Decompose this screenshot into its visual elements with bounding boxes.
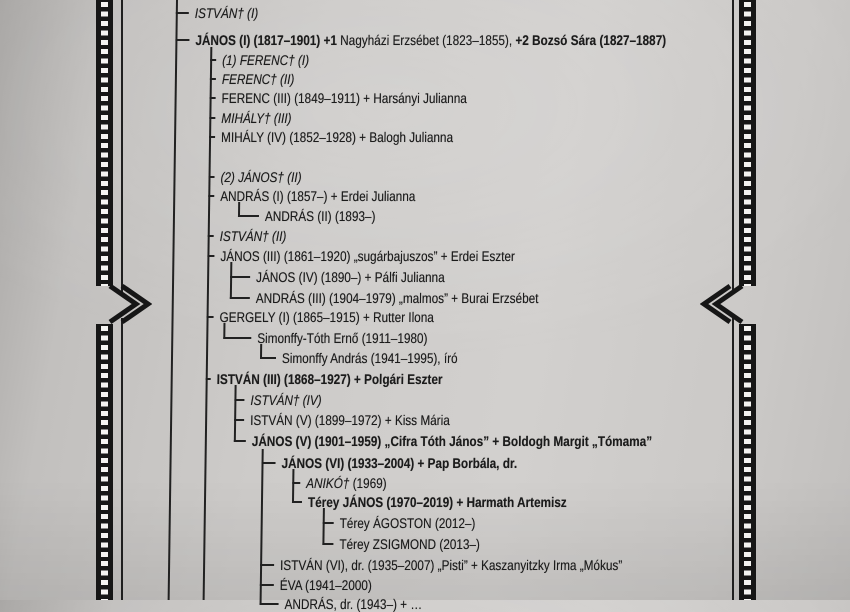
row-istvan-i — [195, 6, 259, 20]
row-simonffy-andras — [282, 351, 458, 365]
person-text: Nagyházi Erzsébet (1823–1855), — [340, 32, 516, 48]
connector-line — [322, 543, 333, 545]
person-text: +2 Bozsó Sára (1827–1887) — [515, 32, 667, 48]
connector-line — [223, 337, 251, 339]
row-terey-zsigmond — [339, 537, 480, 551]
person-text: (1) FERENC† (I) — [222, 52, 310, 68]
connector-line — [292, 482, 300, 484]
connector-line — [210, 97, 216, 99]
connector-line — [209, 117, 215, 119]
connector-line — [210, 78, 216, 80]
row-andras-ii — [265, 209, 376, 223]
row-janos-iv — [256, 270, 445, 284]
trunk-line — [168, 0, 178, 600]
person-text: JÁNOS (IV) (1890–) + Pálfi Julianna — [256, 269, 445, 285]
connector-line — [260, 603, 279, 605]
row-janos-iii — [220, 249, 515, 263]
person-text: JÁNOS (V) (1901–1959) „Cifra Tóth János” + Boldogh Margit „Tómama” — [251, 433, 653, 449]
row-istvan-ii — [220, 229, 287, 243]
row-aniko — [306, 476, 387, 490]
row-janos-i — [195, 33, 666, 47]
connector-line — [260, 564, 274, 566]
person-text: Simonffy-Tóth Ernő (1911–1980) — [257, 330, 428, 346]
person-text: FERENC (III) (1849–1911) + Harsányi Julianna — [221, 90, 467, 106]
person-text: (1969) — [349, 475, 387, 491]
person-text: JÁNOS (III) (1861–1920) „sugárbajuszos” + Erdei Eszter — [220, 248, 515, 264]
row-ferenc-ii — [222, 72, 295, 86]
row-terey-agoston — [340, 516, 476, 530]
connector-line — [262, 462, 276, 464]
janos-i-children-line — [203, 47, 213, 600]
person-text: MIHÁLY (IV) (1852–1928) + Balogh Julianna — [220, 129, 454, 145]
person-text: ISTVÁN† (II) — [219, 228, 287, 244]
row-janos-vi — [281, 456, 517, 470]
row-istvan-iii — [217, 372, 443, 386]
connector-line — [323, 522, 334, 524]
terey-janos-children-line — [322, 508, 325, 545]
person-text: ISTVÁN† (IV) — [250, 392, 322, 408]
row-ferenc-iii — [222, 91, 467, 105]
person-text: Térey ÁGOSTON (2012–) — [339, 515, 476, 531]
connector-line — [260, 584, 274, 586]
person-text: ANIKÓ† — [306, 475, 350, 491]
connector-line — [208, 235, 214, 237]
person-text: JÁNOS (VI) (1933–2004) + Pap Borbála, dr. — [281, 455, 518, 471]
row-terey-janos — [308, 495, 567, 509]
row-eva — [280, 578, 372, 592]
person-text: MIHÁLY† (III) — [221, 110, 292, 126]
connector-line — [206, 378, 211, 380]
row-ferenc-i — [222, 53, 309, 67]
connector-line — [175, 39, 189, 41]
connector-line — [260, 357, 276, 359]
person-text: ISTVÁN (III) (1868–1927) + Polgári Eszter — [216, 371, 443, 387]
connector-line — [292, 501, 302, 503]
person-text: ANDRÁS (II) (1893–) — [264, 208, 376, 224]
person-text: ISTVÁN (VI), dr. (1935–2007) „Pisti” + Kaszanyitzky Irma „Mókus” — [279, 557, 623, 573]
connector-line — [238, 215, 259, 217]
row-istvan-iv — [250, 393, 321, 407]
person-text: GERGELY (I) (1865–1915) + Rutter Ilona — [219, 309, 434, 325]
connector-line — [230, 276, 250, 278]
connector-line — [230, 297, 250, 299]
row-simonffy-toth-erno — [257, 331, 427, 345]
person-text: Simonffy András (1941–1995), író — [281, 350, 458, 366]
person-text: ÉVA (1941–2000) — [279, 577, 372, 593]
person-text: JÁNOS (I) (1817–1901) +1 — [195, 32, 341, 48]
connector-line — [208, 195, 214, 197]
row-gergely-i — [219, 310, 434, 324]
person-text: ANDRÁS, dr. (1943–) + … — [284, 596, 423, 612]
janos-iii-children-line — [230, 262, 233, 299]
janos-vi-children-line — [292, 469, 294, 503]
person-text: ANDRÁS (I) (1857–) + Erdei Julianna — [220, 188, 416, 204]
connector-line — [234, 399, 244, 401]
person-text: ISTVÁN† (I) — [194, 5, 259, 21]
connector-line — [209, 136, 215, 138]
row-janos-ii — [220, 170, 301, 184]
row-janos-v — [252, 434, 652, 448]
person-text: ANDRÁS (III) (1904–1979) „malmos” + Burai Erzsébet — [255, 290, 539, 306]
connector-line — [210, 59, 216, 61]
connector-line — [207, 316, 214, 318]
connector-line — [234, 419, 244, 421]
person-text: Térey ZSIGMOND (2013–) — [339, 536, 481, 552]
row-mihaly-iii — [221, 111, 291, 125]
row-istvan-vi — [280, 558, 622, 572]
connector-line — [207, 255, 214, 257]
connector-line — [209, 176, 215, 178]
row-andras-i — [220, 189, 415, 203]
person-text: (2) JÁNOS† (II) — [220, 169, 302, 185]
row-andras-iii — [256, 291, 539, 305]
connector-line — [234, 440, 246, 442]
row-mihaly-iv — [221, 130, 453, 144]
person-text: FERENC† (II) — [221, 71, 295, 87]
istvan-iii-children-line — [234, 385, 237, 442]
person-text: ISTVÁN (V) (1899–1972) + Kiss Mária — [250, 412, 450, 428]
connector-line — [176, 12, 189, 14]
janos-v-children-line — [260, 449, 264, 605]
row-istvan-v — [250, 413, 450, 427]
person-text: Térey JÁNOS (1970–2019) + Harmath Artemisz — [307, 494, 567, 510]
row-andras-partial — [284, 597, 422, 611]
